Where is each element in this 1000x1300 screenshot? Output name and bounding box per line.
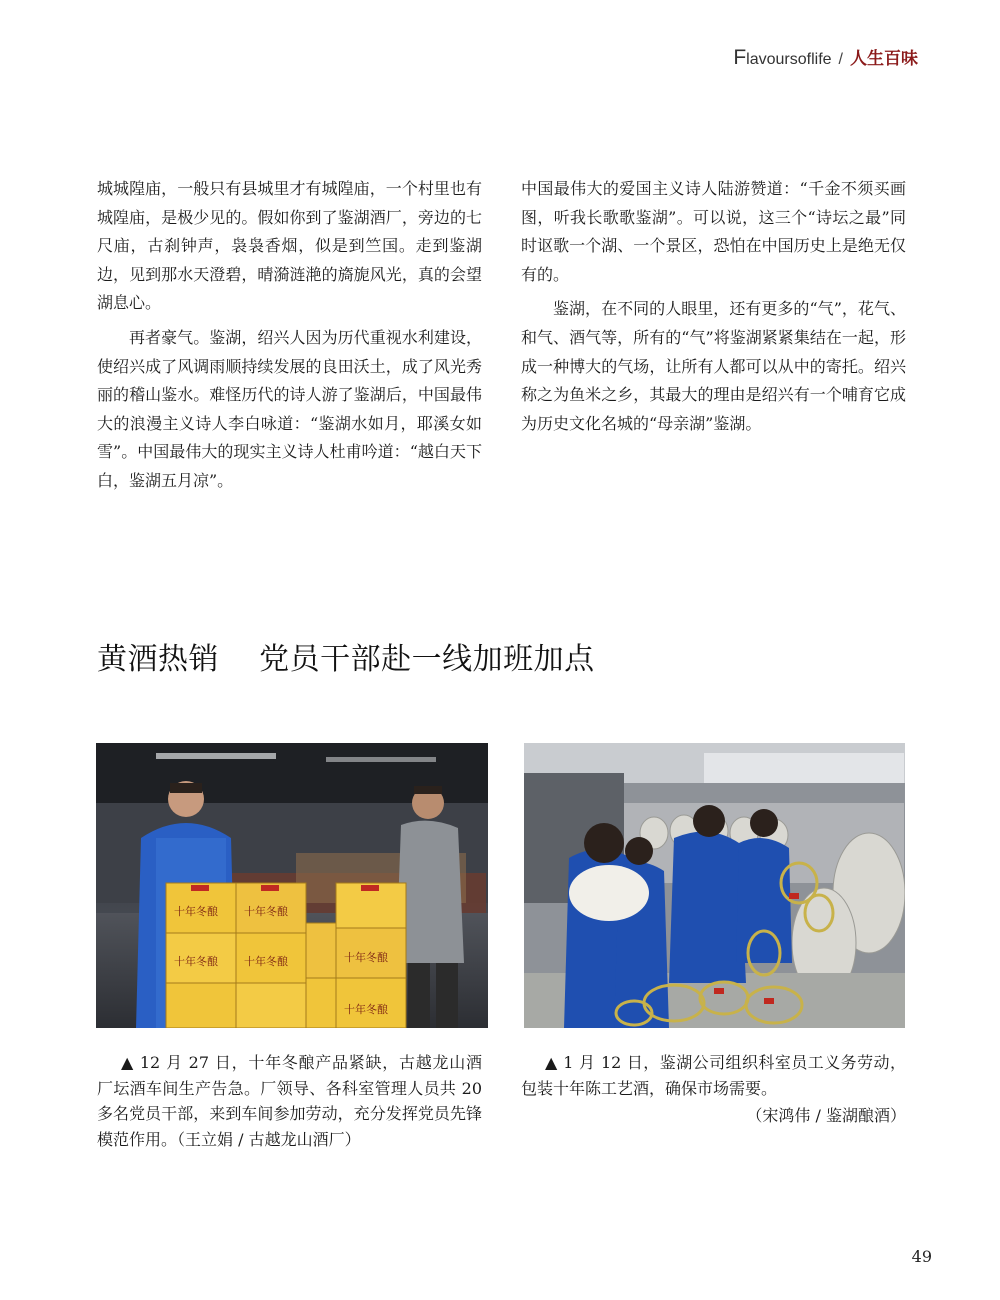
article-paragraph: 再者豪气。鉴湖，绍兴人因为历代重视水利建设，使绍兴成了风调雨顺持续发展的良田沃土，成了风光秀丽的稽山鉴水。难怪历代的诗人游了鉴湖后，中国最伟大的浪漫主义诗人李白咏道：“鉴湖水如月，耶溪女如雪”。中国最伟大的现实主义诗人杜甫吟道：“越白天下白，鉴湖五月凉”。: [97, 327, 482, 490]
article-right-column: [521, 175, 906, 444]
running-header: [733, 44, 918, 70]
box-label: 十年冬酿: [344, 1003, 388, 1016]
caption-text: ▲ 12 月 27 日，十年冬酿产品紧缺，古越龙山酒厂坛酒车间生产告急。厂领导、各科室管理人员共 20 多名党员干部，来到车间参加劳动，充分发挥党员先锋模范作用。（王立娟 / 古越龙山酒厂）: [97, 1053, 482, 1149]
news-headline: 黄酒热销 党员干部赴一线加班加点: [97, 642, 595, 677]
article-paragraph: 城城隍庙，一般只有县城里才有城隍庙，一个村里也有城隍庙，是极少见的。假如你到了鉴湖酒厂，旁边的七尺庙，古刹钟声，袅袅香烟，似是到竺国。走到鉴湖边，见到那水天澄碧，晴漪涟滟的旖旎风光，真的会望湖息心。: [97, 179, 482, 313]
article-left-column: [97, 175, 482, 502]
header-separator: /: [838, 51, 843, 68]
photo-caption-right: [521, 1050, 906, 1129]
magazine-name: lavoursoflife: [746, 51, 832, 68]
box-label: 十年冬酿: [244, 905, 288, 918]
article-paragraph: 中国最伟大的爱国主义诗人陆游赞道：“千金不须买画图，听我长歌歌鉴湖”。可以说，这三个“诗坛之最”同时讴歌一个湖、一个景区，恐怕在中国历史上是绝无仅有的。: [521, 179, 906, 284]
photo-illustration: [524, 743, 905, 1028]
page-number: 49: [911, 1247, 932, 1266]
article-paragraph: 鉴湖，在不同的人眼里，还有更多的“气”，花气、和气、酒气等，所有的“气”将鉴湖紧紧集结在一起，形成一种博大的气场，让所有人都可以从中的寄托。绍兴称之为鱼米之乡，其最大的理由是绍兴有一个哺育它成为历史文化名城的“母亲湖”鉴湖。: [521, 299, 906, 433]
box-label: 十年冬酿: [244, 955, 288, 968]
box-label: 十年冬酿: [174, 955, 218, 968]
photo-illustration: [96, 743, 488, 1028]
photo-caption-left: [97, 1050, 482, 1152]
photo-credit: （宋鸿伟 / 鉴湖酿酒）: [746, 1106, 906, 1125]
caption-text: ▲ 1 月 12 日，鉴湖公司组织科室员工义务劳动，包装十年陈工艺酒，确保市场需要。: [521, 1053, 906, 1098]
photo-packing-boxes: [96, 743, 488, 1028]
section-title: 人生百味: [850, 49, 918, 68]
box-label: 十年冬酿: [344, 951, 388, 964]
magazine-initial: F: [733, 46, 747, 69]
box-label: 十年冬酿: [174, 905, 218, 918]
photo-basket-packing: [524, 743, 905, 1028]
